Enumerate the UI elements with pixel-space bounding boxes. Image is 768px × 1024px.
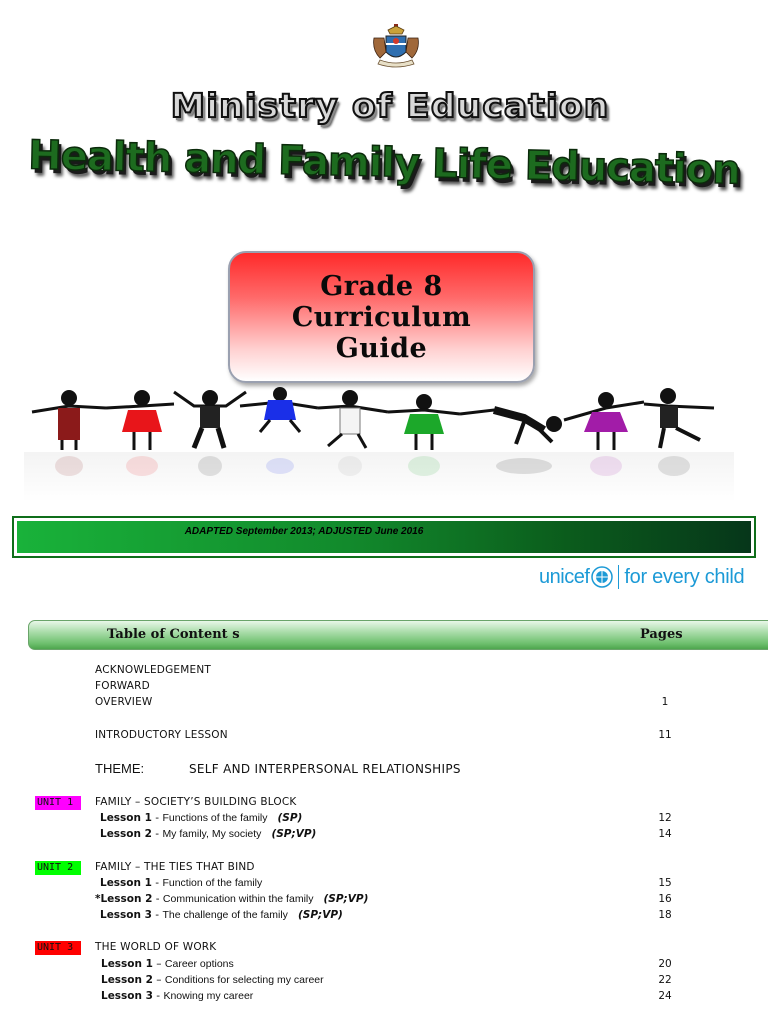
child-figure-3 xyxy=(174,390,246,448)
unicef-globe-icon xyxy=(591,566,613,588)
unit-2-lesson-3-page: 18 xyxy=(658,909,672,921)
unit-1-lesson-2: Lesson 2 - My family, My society (SP;VP) xyxy=(100,828,317,840)
child-figure-7 xyxy=(460,410,562,444)
theme-title: SELF AND INTERPERSONAL RELATIONSHIPS xyxy=(189,762,461,776)
unicef-separator xyxy=(618,565,619,589)
unit-2-lesson-1: Lesson 1 - Function of the family xyxy=(100,877,263,889)
adapted-banner-fill xyxy=(17,521,751,553)
unit-1-lesson-1: Lesson 1 - Functions of the family (SP) xyxy=(100,812,303,824)
unit-2-lesson-1-page: 15 xyxy=(658,877,672,889)
unit-1-title: FAMILY – SOCIETY’S BUILDING BLOCK xyxy=(95,796,297,808)
unit-2-lesson-3: Lesson 3 - The challenge of the family (SP;VP) xyxy=(100,909,343,921)
toc-entry-introductory-lesson: INTRODUCTORY LESSON xyxy=(95,729,228,741)
unit-3-lesson-3: Lesson 3 - Knowing my career xyxy=(101,990,254,1002)
children-holding-hands-illustration xyxy=(24,382,734,502)
adapted-date-text: ADAPTED September 2013; ADJUSTED June 2016 xyxy=(184,526,424,537)
toc-page-introductory-lesson: 11 xyxy=(658,729,672,741)
child-figure-6 xyxy=(388,394,460,450)
toc-header-bar xyxy=(28,620,768,650)
toc-entry-overview: OVERVIEW xyxy=(95,696,153,708)
toc-title: Table of Content s xyxy=(107,627,240,642)
unit-3-lesson-1-page: 20 xyxy=(658,958,672,970)
unit-2-title: FAMILY – THE TIES THAT BIND xyxy=(95,861,255,873)
toc-entry-forward: FORWARD xyxy=(95,680,150,692)
grade-title-line-1: Grade 8 xyxy=(320,270,443,302)
unit-3-title: THE WORLD OF WORK xyxy=(95,941,217,953)
unit-3-tag: UNIT 3 xyxy=(35,941,81,955)
unit-1-lesson-2-page: 14 xyxy=(658,828,672,840)
unicef-tagline: for every child xyxy=(624,565,745,588)
unit-1-lesson-1-page: 12 xyxy=(658,812,672,824)
unicef-wordmark: unicef xyxy=(539,565,590,588)
toc-page-overview: 1 xyxy=(661,696,669,708)
theme-label: THEME: xyxy=(95,761,145,776)
unit-2-lesson-2: *Lesson 2 - Communication within the family (SP;VP) xyxy=(95,893,369,905)
child-figure-8 xyxy=(564,392,644,450)
grade-title-line-2: Curriculum xyxy=(291,301,472,333)
toc-pages-label: Pages xyxy=(640,627,683,642)
unit-1-tag: UNIT 1 xyxy=(35,796,81,810)
ministry-heading: Ministry of Education xyxy=(170,86,610,125)
child-figure-2 xyxy=(106,390,174,450)
unit-3-lesson-2-page: 22 xyxy=(658,974,672,986)
unit-3-lesson-2: Lesson 2 – Conditions for selecting my career xyxy=(101,974,324,986)
child-figure-5 xyxy=(318,390,388,448)
toc-entry-acknowledgement: ACKNOWLEDGEMENT xyxy=(95,664,212,676)
unit-2-lesson-2-page: 16 xyxy=(658,893,672,905)
program-heading: Health and Family Life Education xyxy=(27,132,741,194)
grade-title-box xyxy=(228,251,535,383)
adapted-date-banner xyxy=(12,516,756,558)
unit-3-lesson-3-page: 24 xyxy=(658,990,672,1002)
child-figure-1 xyxy=(32,390,106,450)
grade-title-line-3: Guide xyxy=(335,332,428,364)
child-figure-9 xyxy=(644,388,714,448)
unit-3-lesson-1: Lesson 1 – Career options xyxy=(101,958,234,970)
unit-2-tag: UNIT 2 xyxy=(35,861,81,875)
coat-of-arms-crest xyxy=(368,22,424,72)
unicef-logo-lockup xyxy=(539,562,744,592)
